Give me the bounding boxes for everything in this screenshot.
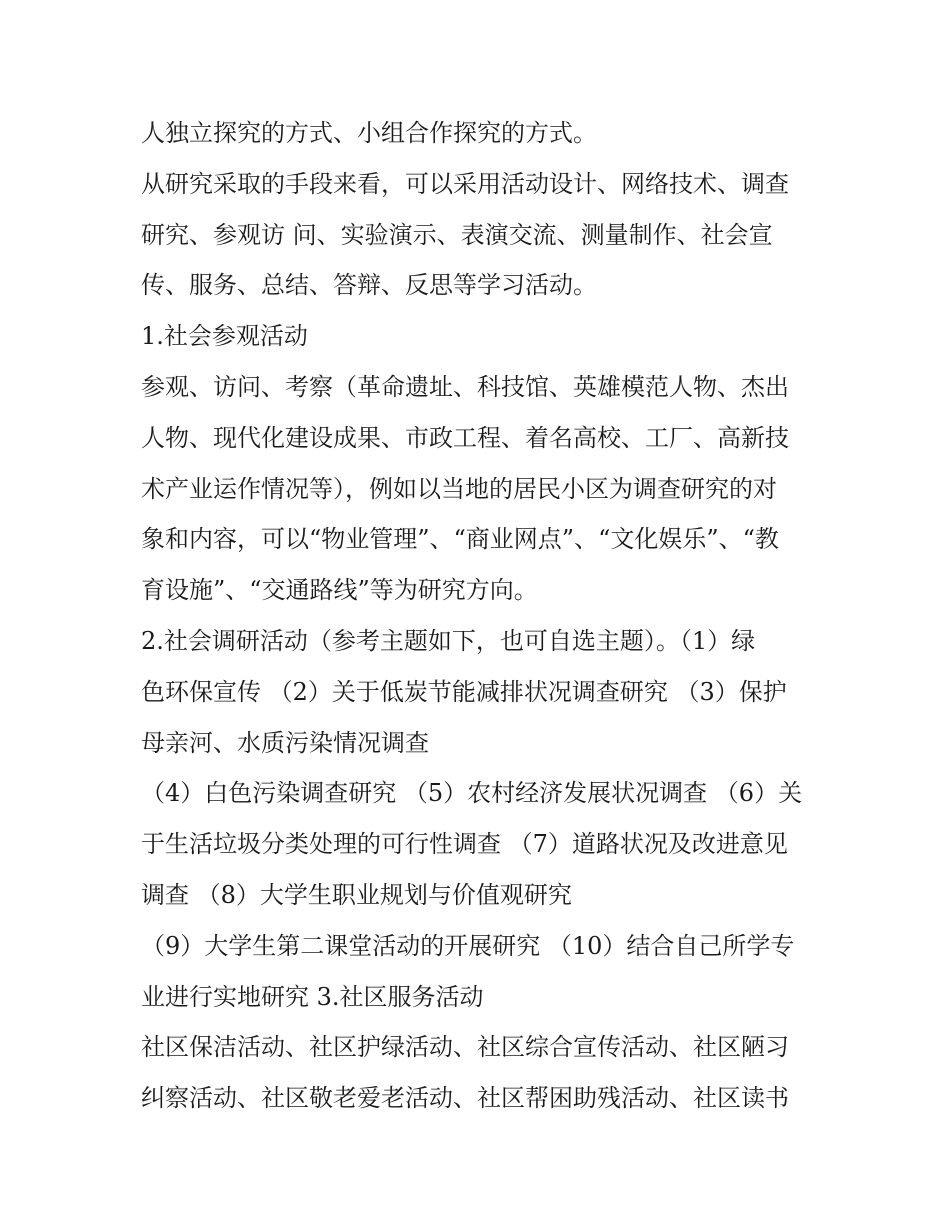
- text-line: 业进行实地研究 3.社区服务活动: [141, 982, 484, 1011]
- text-line: 纠察活动、社区敬老爱老活动、社区帮困助残活动、社区读书: [141, 1084, 789, 1113]
- text-line: 象和内容，可以“物业管理”、“商业网点”、“文化娱乐”、“教: [141, 525, 779, 554]
- text-line: 母亲河、水质污染情况调查: [141, 728, 429, 757]
- text-line: 色环保宣传 （2）关于低炭节能减排状况调查研究 （3）保护: [141, 677, 787, 706]
- section-heading: 1.社会参观活动: [141, 322, 308, 351]
- document-body: [141, 108, 821, 1124]
- text-line: 调查 （8）大学生职业规划与价值观研究: [141, 880, 572, 909]
- section-heading: 2.社会调研活动（参考主题如下，也可自选主题）。（1）绿: [141, 626, 756, 655]
- text-line: 人物、现代化建设成果、市政工程、着名高校、工厂、高新技: [141, 423, 789, 452]
- text-line: 研究、参观访 问、实验演示、表演交流、测量制作、社会宣: [141, 220, 773, 249]
- text-line: 社区保洁活动、社区护绿活动、社区综合宣传活动、社区陋习: [141, 1033, 789, 1062]
- text-line: 人独立探究的方式、小组合作探究的方式。: [141, 119, 597, 147]
- text-line: 育设施”、“交通路线”等为研究方向。: [141, 576, 538, 605]
- text-line: 术产业运作情况等），例如以当地的居民小区为调查研究的对: [141, 474, 777, 503]
- text-line: 于生活垃圾分类处理的可行性调查 （7）道路状况及改进意见: [141, 830, 788, 859]
- text-line: （4）白色污染调查研究 （5）农村经济发展状况调查 （6）关: [141, 779, 803, 808]
- text-line: 参观、访问、考察（革命遗址、科技馆、英雄模范人物、杰出: [141, 372, 789, 401]
- text-line: （9）大学生第二课堂活动的开展研究 （10）结合自己所学专: [141, 931, 795, 960]
- text-line: 从研究采取的手段来看，可以采用活动设计、网络技术、调查: [141, 169, 789, 198]
- text-line: 传、服务、总结、答辩、反思等学习活动。: [141, 271, 597, 300]
